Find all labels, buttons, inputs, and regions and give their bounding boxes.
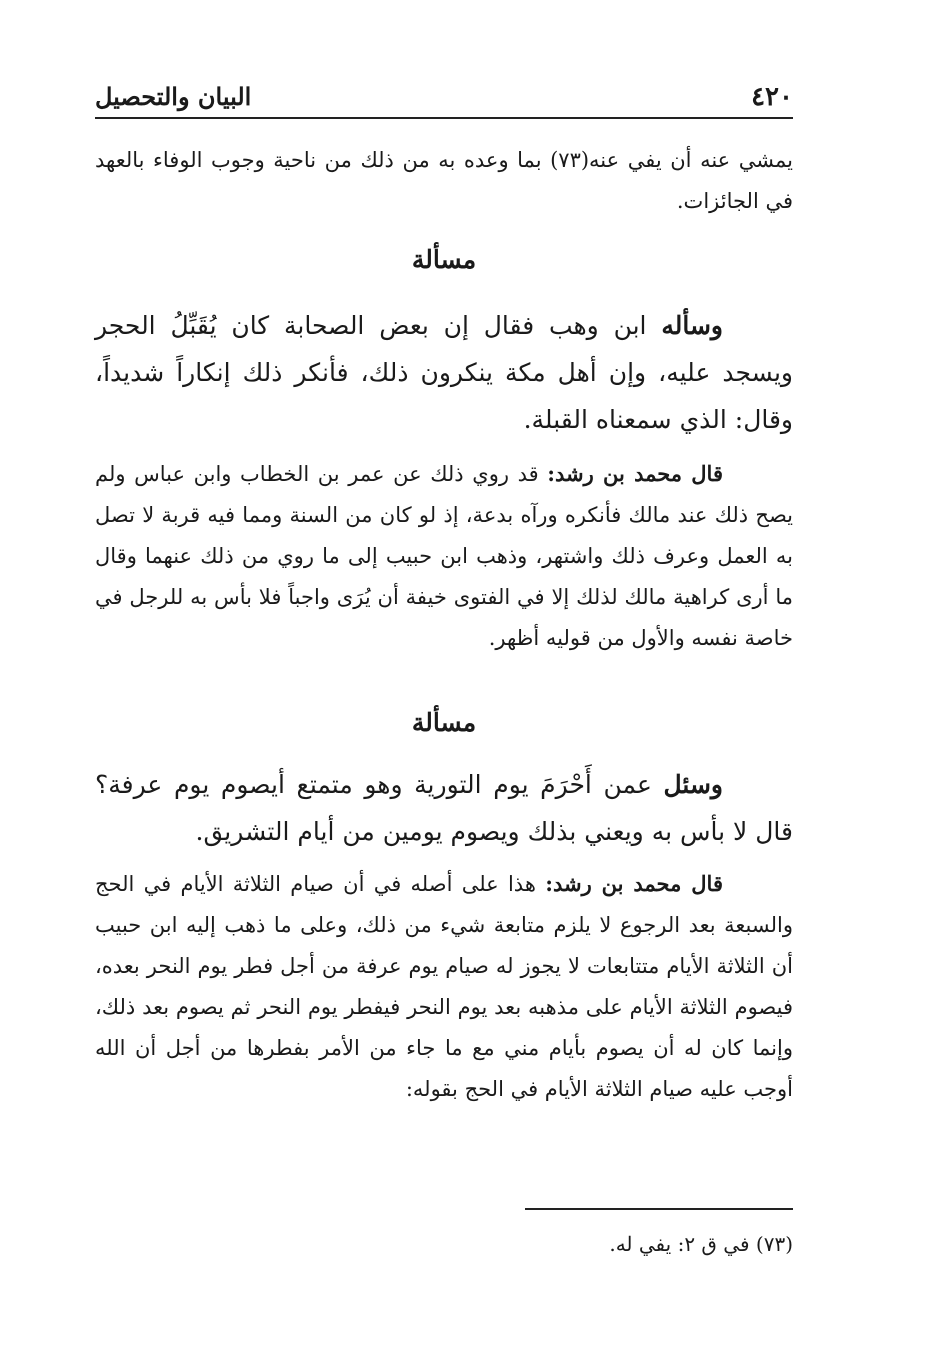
question-text: عمن أَحْرَمَ يوم التورية وهو متمتع أيصوم يوم عرفة؟ قال لا بأس به ويعني بذلك ويصوم يومين من أيام التشريق. [95, 770, 793, 846]
commentary-text: هذا على أصله في أن صيام الثلاثة الأيام في الحج والسبعة بعد الرجوع لا يلزم متابعة شيء من ذلك، وعلى ما ذهب إليه ابن حبيب أن الثلاثة الأيام متتابعات لا يجوز له صيام يوم عرفة من أجل فطر يوم النحر بعده، فيصوم الثلاثة الأيام على مذهبه بعد يوم النحر فيفطر يوم النحر ثم يصوم بعد ذلك، وإنما كان له أن يصوم بأيام مني مع ما جاء من الأمر بفطرها من أجل أن الله أوجب عليه صيام الثلاثة الأيام في الحج بقوله: [95, 872, 793, 1101]
section-heading: مسألة [411, 245, 477, 274]
main-text [95, 140, 793, 1110]
running-title: البيان والتحصيل [95, 82, 252, 111]
page-number: ٤٢٠ [751, 82, 793, 112]
question-lead-word: وسأله [661, 311, 723, 340]
commentary-text: قد روي ذلك عن عمر بن الخطاب وابن عباس ولم يصح ذلك عند مالك فأنكره ورآه بدعة، إذ لو كان من السنة ومما فيه قربة لا تصل به العمل وعرف ذلك واشتهر، وذهب ابن حبيب إلى ما روي من ذلك عنهما وقال ما أرى كراهية مالك لذلك إلا في الفتوى خيفة أن يُرَى واجباً فلا بأس به للرجل في خاصة نفسه والأول من قوليه أظهر. [95, 462, 793, 650]
commentary-lead: قال محمد بن رشد: [547, 461, 723, 486]
commentary-paragraph [95, 453, 793, 659]
header-rule [95, 117, 793, 119]
question-paragraph [95, 761, 793, 855]
footnote-rule [525, 1208, 793, 1210]
commentary-lead: قال محمد بن رشد: [545, 871, 723, 896]
footnote: (٧٣) في ق ٢: يفي له. [609, 1232, 793, 1256]
paragraph-continuation: يمشي عنه أن يفي عنه(٧٣) بما وعده به من ذلك من ناحية وجوب الوفاء بالعهد في الجائزات. [95, 148, 793, 213]
commentary-paragraph [95, 863, 793, 1110]
question-text: ابن وهب فقال إن بعض الصحابة كان يُقَبِّلُ الحجر ويسجد عليه، وإن أهل مكة ينكرون ذلك، فأنكر ذلك إنكاراً شديداً، وقال: الذي سمعناه القبلة. [95, 311, 793, 434]
question-lead-word: وسئل [663, 770, 723, 799]
section-heading: مسألة [411, 708, 477, 737]
question-paragraph [95, 302, 793, 443]
page-header [95, 78, 793, 116]
